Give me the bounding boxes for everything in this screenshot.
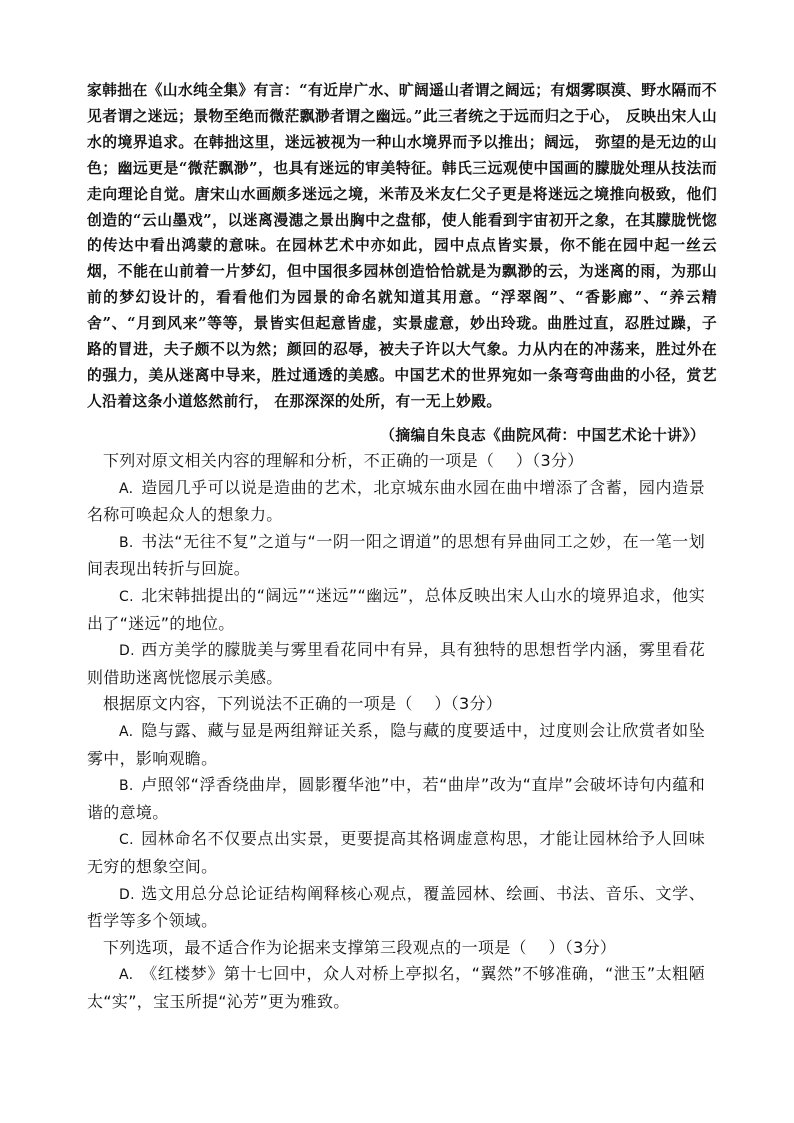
option-letter: D. (119, 643, 135, 660)
option-letter: A. (119, 480, 134, 497)
option-c (87, 826, 705, 880)
option-letter: D. (119, 886, 135, 903)
question-1 (87, 448, 705, 691)
option-d (87, 637, 705, 691)
option-a (87, 475, 705, 529)
option-text: 北宋韩拙提出的“阔远”“迷远”“幽远”，总体反映出宋人山水的境界追求，他实出了“迷远”的地位。 (87, 585, 705, 633)
question-2 (87, 691, 705, 934)
passage-paragraph: 家韩拙在《山水纯全集》有言：“有近岸广水、旷阔遥山者谓之阔远；有烟雾暝漠、野水隔而不见者谓之迷远；景物至绝而微茫飘渺者谓之幽远。”此三者统之于远而归之于心， 反映出宋人山水的境界追求。在韩拙这里，迷远被视为一种山水境界而予以推出；阔远， 弥望的是无边的山色；幽远更是“微茫飘渺”，也具有迷远的审美特征。韩氏三远观使中国画的朦胧处理从技法而走向理论自觉。唐宋山水画颇多迷远之境，米芾及米友仁父子更是将迷远之境推向极致，他们创造的“云山墨戏”，以迷离漫漶之景出胸中之盘郁，使人能看到宇宙初开之象，在其朦胧恍惚的传达中看出鸿蒙的意味。在园林艺术中亦如此，园中点点皆实景，你不能在园中起一丝云烟，不能在山前着一片梦幻，但中国很多园林创造恰恰就是为飘渺的云，为迷离的雨，为那山前的梦幻设计的，看看他们为园景的命名就知道其用意。“浮翠阁”、“香影廊”、“养云精舍”、“月到风来”等等，景皆实但起意皆虚，实景虚意，妙出玲珑。曲胜过直，忍胜过躁，子路的冒进，夫子颇不以为然；颜回的忍辱，被夫子许以大气象。力从内在的冲荡来，胜过外在的强力，美从迷离中导来，胜过通透的美感。中国艺术的世界宛如一条弯弯曲曲的小径，赏艺人沿着这条小道悠然前行， 在那深深的处所，有一无上妙殿。 (87, 82, 717, 410)
option-c (87, 583, 705, 637)
option-text: 卢照邻“浮香绕曲岸，圆影覆华池”中，若“曲岸”改为“直岸”会破坏诗句内蕴和谐的意境。 (87, 775, 705, 822)
option-b (87, 772, 705, 826)
option-b (87, 529, 705, 583)
question-stem: 根据原文内容，下列说法不正确的一项是（ ）（3分） (103, 694, 503, 714)
option-letter: C. (119, 832, 134, 849)
option-text: 选文用总分总论证结构阐释核心观点，覆盖园林、绘画、书法、音乐、文学、哲学等多个领域。 (87, 883, 705, 931)
option-text: 园林命名不仅要点出实景，更要提高其格调虚意构思，才能让园林给予人回味无穷的想象空间。 (87, 829, 705, 876)
option-letter: A. (119, 723, 134, 740)
option-letter: C. (119, 588, 134, 605)
question-3 (87, 935, 705, 1016)
option-d (87, 881, 705, 935)
option-letter: A. (119, 967, 134, 984)
option-letter: B. (119, 778, 134, 795)
option-text: 隐与露、藏与显是两组辩证关系，隐与藏的度要适中，过度则会让欣赏者如坠雾中，影响观瞻。 (87, 720, 705, 768)
option-a (87, 718, 705, 772)
question-stem: 下列对原文相关内容的理解和分析，不正确的一项是（ ）（3分） (103, 451, 584, 470)
option-letter: B. (119, 534, 134, 551)
option-text: 书法“无往不复”之道与“一阴一阳之谓道”的思想有异曲同工之妙，在一笔一划间表现出转折与回旋。 (87, 531, 705, 579)
question-list (87, 448, 705, 1015)
reading-passage (87, 78, 717, 415)
option-text: 《红楼梦》第十七回中，众人对桥上亭拟名，“翼然”不够准确，“泄玉”太粗陋太“实”，宝玉所提“沁芳”更为雅致。 (87, 964, 705, 1011)
option-text: 造园几乎可以说是造曲的艺术，北京城东曲水园在曲中增添了含蓄，园内造景名称可唤起众人的想象力。 (87, 477, 705, 525)
option-a (87, 961, 705, 1015)
option-text: 西方美学的朦胧美与雾里看花同中有异，具有独特的思想哲学内涵，雾里看花则借助迷离恍惚展示美感。 (87, 640, 705, 687)
passage-source: （摘编自朱良志《曲院风荷：中国艺术论十讲》） (380, 427, 705, 444)
question-stem: 下列选项，最不适合作为论据来支撑第三段观点的一项是（ ）（3分） (103, 937, 617, 957)
